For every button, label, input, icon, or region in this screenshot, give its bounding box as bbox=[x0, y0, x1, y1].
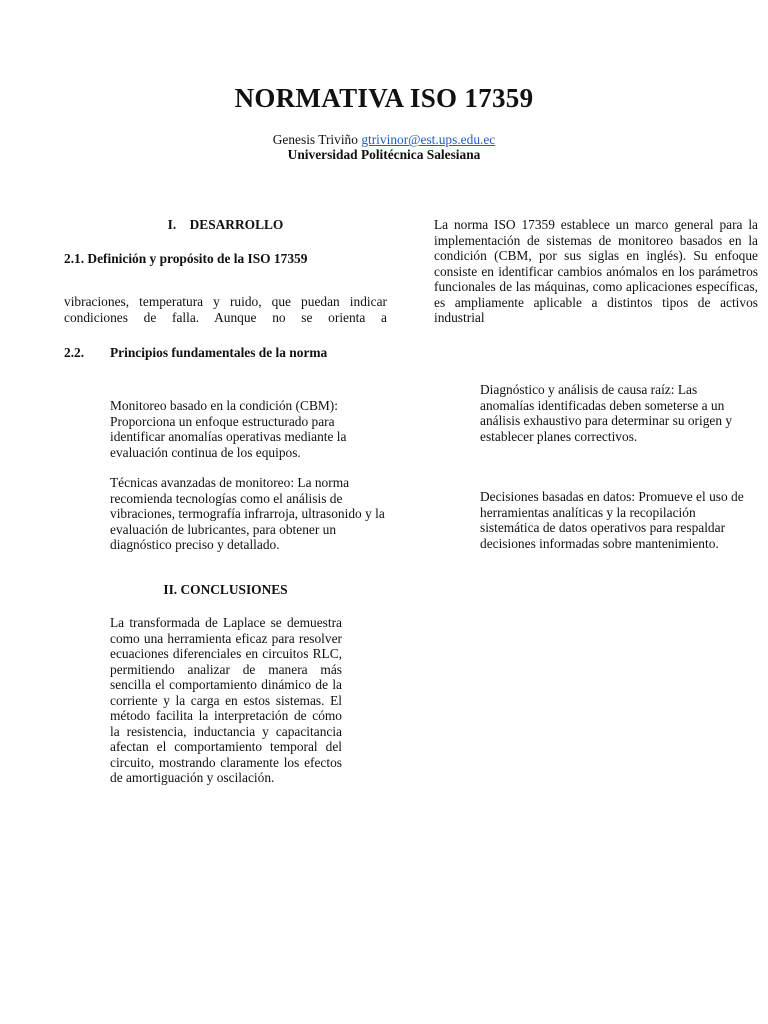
principle-cbm: Monitoreo basado en la condición (CBM): Proporciona un enfoque estructurado para identificar anomalías operativas mediante la evaluación continua de los equipos. bbox=[110, 398, 347, 460]
principle-diagnostico: Diagnóstico y análisis de causa raíz: Las anomalías identificadas deben someterse a un análisis exhaustivo para determinar su origen y establecer planes correctivos. bbox=[480, 382, 733, 444]
section-heading-conclusiones: II. CONCLUSIONES bbox=[163, 582, 288, 597]
subsection-number-2-2: 2.2. bbox=[64, 345, 85, 360]
conclusion-paragraph: La transformada de Laplace se demuestra como una herramienta eficaz para resolver ecuaciones diferenciales en circuitos RLC, permitiendo analizar de manera más sencilla el comportamiento dinámico de la corriente y la carga en estos sistemas. El método facilita la interpretación de cómo la resistencia, inductancia y capacitancia afectan el comportamiento temporal del circuito, mostrando claramente los efectos de amortiguación y oscilación. bbox=[110, 615, 342, 785]
paragraph-fragment bbox=[64, 294, 387, 325]
subsection-heading-2-1: 2.1. Definición y propósito de la ISO 17359 bbox=[64, 251, 308, 266]
iso-intro-paragraph: La norma ISO 17359 establece un marco general para la implementación de sistemas de monitoreo basados en la condición (CBM, por sus siglas en inglés). Su enfoque consiste en identificar cambios anómalos en los parámetros funcionales de las máquinas, como aplicaciones específicas, es ampliamente aplicable a distintos tipos de activos industrial bbox=[434, 217, 758, 325]
author-email-link[interactable]: gtrivinor@est.ups.edu.ec bbox=[361, 132, 496, 147]
section-heading-desarrollo: I. DESARROLLO bbox=[167, 217, 284, 232]
author-affiliation: Universidad Politécnica Salesiana bbox=[287, 147, 481, 162]
fragment-line-2: condiciones de falla. Aunque no se orienta a bbox=[64, 309, 387, 325]
document-title: NORMATIVA ISO 17359 bbox=[234, 83, 534, 113]
subsection-heading-2-2: Principios fundamentales de la norma bbox=[110, 345, 328, 360]
principle-decisiones: Decisiones basadas en datos: Promueve el uso de herramientas analíticas y la recopilación sistemática de datos operativos para respaldar decisiones informadas sobre mantenimiento. bbox=[480, 489, 744, 551]
principle-tecnicas: Técnicas avanzadas de monitoreo: La norma recomienda tecnologías como el análisis de vibraciones, termografía infrarroja, ultrasonido y la evaluación de lubricantes, para obtener un diagnóstico preciso y detallado. bbox=[110, 475, 385, 552]
fragment-line-1: vibraciones, temperatura y ruido, que puedan indicar bbox=[64, 294, 387, 309]
author-line bbox=[0, 132, 768, 148]
author-name: Genesis Triviño bbox=[272, 132, 358, 147]
